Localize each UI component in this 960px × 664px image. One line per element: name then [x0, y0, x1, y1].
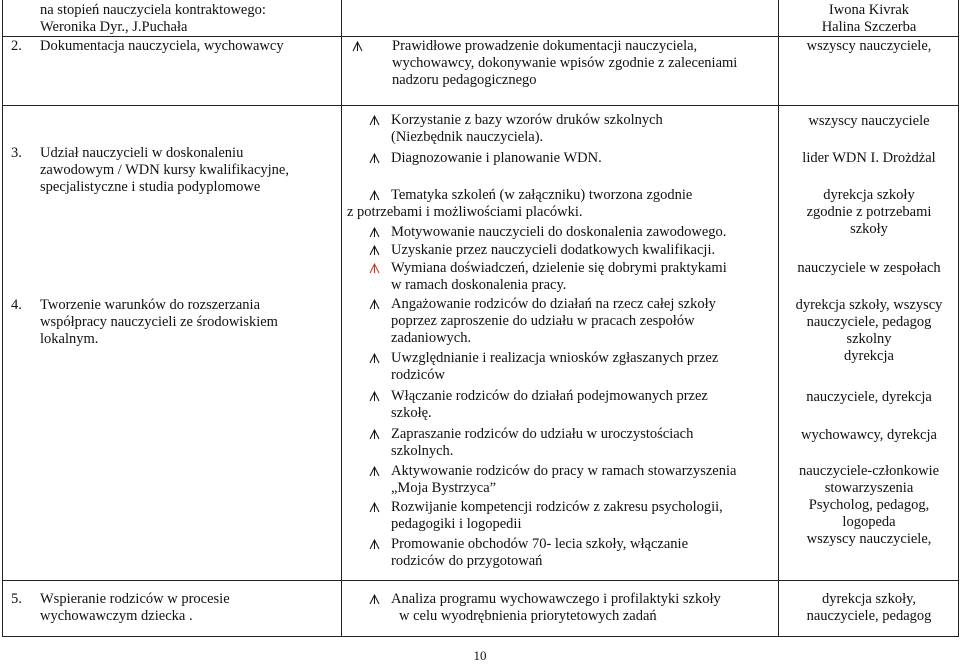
text-line: Angażowanie rodziców do działań na rzecz całej szkoły: [391, 296, 716, 312]
row-responsible: [779, 260, 959, 277]
flag-checkmark-icon: [369, 391, 380, 402]
text-line: szkolny: [846, 331, 892, 347]
flag-checkmark-icon: [369, 299, 380, 310]
task-item: [369, 242, 779, 259]
flag-checkmark-icon: [369, 190, 380, 201]
text-line: stowarzyszenia: [824, 480, 914, 496]
row-number: 2.: [11, 38, 22, 54]
row-responsible: [779, 297, 959, 365]
row-responsible: [779, 591, 959, 625]
text-line: Dokumentacja nauczyciela, wychowawcy: [40, 38, 284, 54]
task-item: [347, 187, 757, 221]
text-line: nauczyciele-członkowie: [798, 463, 940, 479]
text-line: szkołę.: [391, 405, 432, 421]
row-responsible: [779, 113, 959, 130]
text-line: Zapraszanie rodziców do udziału w uroczystościach: [391, 426, 694, 442]
text-line: wszyscy nauczyciele,: [806, 38, 932, 54]
text-line: wszyscy nauczyciele,: [806, 531, 932, 547]
text-line: dyrekcja szkoły,: [821, 591, 917, 607]
task-item: [369, 536, 779, 570]
text-line: Psycholog, pedagog,: [808, 497, 930, 513]
text-line: wychowawcy, dyrekcja: [801, 427, 937, 443]
table-border-left: [2, 0, 3, 637]
text-line: nauczyciele, dyrekcja: [806, 389, 932, 405]
text-line: dyrekcja: [844, 348, 894, 364]
text-line: Analiza programu wychowawczego i profilaktyki szkoły: [391, 591, 721, 607]
task-item: [369, 112, 779, 146]
previous-row-topic: [40, 2, 266, 36]
text-line: Włączanie rodziców do działań podejmowanych przez: [391, 388, 708, 404]
text-line: z potrzebami i możliwościami placówki.: [347, 204, 583, 220]
text-line: Wymiana doświadczeń, dzielenie się dobrymi praktykami: [391, 260, 727, 276]
task-item: [369, 388, 779, 422]
row-responsible: [779, 427, 959, 444]
task-item: [369, 499, 779, 533]
text-line: w celu wyodrębnienia priorytetowych zadań: [399, 608, 657, 624]
text-line: wychowawczym dziecka .: [40, 608, 193, 624]
flag-checkmark-icon: [369, 466, 380, 477]
row-responsible: [779, 463, 959, 548]
row-separator-2: [2, 105, 958, 106]
text-line: dyrekcja szkoły, wszyscy: [795, 297, 943, 313]
task-item: [369, 350, 779, 384]
text-line: szkolnych.: [391, 443, 454, 459]
flag-checkmark-icon: [369, 227, 380, 238]
task-item: [369, 591, 779, 625]
row-responsible: [779, 389, 959, 406]
text-line: pedagogiki i logopedii: [391, 516, 522, 532]
row-separator-5: [2, 580, 958, 581]
task-item: [369, 224, 779, 241]
page-number: 10: [473, 648, 487, 663]
flag-checkmark-icon: [369, 353, 380, 364]
row-topic: [40, 591, 230, 625]
flag-checkmark-icon: [369, 263, 380, 274]
text-line: nadzoru pedagogicznego: [392, 72, 537, 88]
text-line: Diagnozowanie i planowanie WDN.: [391, 150, 602, 166]
text-line: Korzystanie z bazy wzorów druków szkolnych: [391, 112, 663, 128]
text-line: Udział nauczycieli w doskonaleniu: [40, 145, 244, 161]
flag-checkmark-icon: [352, 41, 363, 52]
text-line: Tematyka szkoleń (w załączniku) tworzona zgodnie: [391, 187, 693, 203]
previous-row-responsible: [779, 2, 959, 36]
row-number: 3.: [11, 145, 22, 161]
text-line: zawodowym / WDN kursy kwalifikacyjne,: [40, 162, 289, 178]
text-line: specjalistyczne i studia podyplomowe: [40, 179, 261, 195]
row-responsible: [779, 187, 959, 238]
text-line: Wspieranie rodziców w procesie: [40, 591, 230, 607]
row-topic: [40, 38, 284, 55]
text-line: rodziców: [391, 367, 445, 383]
text-line: „Moja Bystrzyca”: [391, 480, 497, 496]
text-line: dyrekcja szkoły: [823, 187, 915, 203]
text-line: Uzyskanie przez nauczycieli dodatkowych kwalifikacji.: [391, 242, 716, 258]
row-number: 4.: [11, 297, 22, 313]
flag-checkmark-icon: [369, 429, 380, 440]
task-item: [369, 150, 779, 167]
text-line: Prawidłowe prowadzenie dokumentacji nauczyciela,: [392, 38, 698, 54]
flag-checkmark-icon: [369, 245, 380, 256]
row-topic: [40, 297, 278, 348]
row-responsible: [779, 38, 959, 55]
text-line: nauczyciele, pedagog: [806, 608, 932, 624]
table-divider-1: [341, 0, 342, 637]
text-line: współpracy nauczycieli ze środowiskiem: [40, 314, 278, 330]
row-responsible: [779, 150, 959, 167]
task-item: [352, 38, 762, 89]
text-line: wszyscy nauczyciele: [808, 113, 930, 129]
text-line: na stopień nauczyciela kontraktowego:: [40, 2, 266, 18]
text-line: logopeda: [842, 514, 896, 530]
flag-checkmark-icon: [369, 153, 380, 164]
text-line: poprzez zaproszenie do udziału w pracach zespołów: [391, 313, 695, 329]
text-line: nauczyciele w zespołach: [797, 260, 941, 276]
text-line: szkoły: [850, 221, 888, 237]
text-line: Aktywowanie rodziców do pracy w ramach stowarzyszenia: [391, 463, 737, 479]
flag-checkmark-icon: [369, 115, 380, 126]
text-line: zgodnie z potrzebami: [806, 204, 932, 220]
text-line: Promowanie obchodów 70- lecia szkoły, włączanie: [391, 536, 689, 552]
task-item: [369, 260, 779, 294]
text-line: Uwzględnianie i realizacja wniosków zgłaszanych przez: [391, 350, 719, 366]
text-line: Weronika Dyr., J.Puchała: [40, 19, 188, 35]
text-line: Motywowanie nauczycieli do doskonalenia zawodowego.: [391, 224, 727, 240]
task-item: [369, 426, 779, 460]
text-line: lider WDN I. Drożdżal: [802, 150, 936, 166]
row-topic: [40, 145, 289, 196]
task-item: [369, 463, 779, 497]
text-line: Iwona Kivrak: [828, 2, 910, 18]
text-line: Rozwijanie kompetencji rodziców z zakresu psychologii,: [391, 499, 723, 515]
task-item: [369, 296, 779, 347]
text-line: Halina Szczerba: [821, 19, 917, 35]
text-line: nauczyciele, pedagog: [806, 314, 932, 330]
text-line: Tworzenie warunków do rozszerzania: [40, 297, 261, 313]
row-number: 5.: [11, 591, 22, 607]
text-line: lokalnym.: [40, 331, 99, 347]
text-line: w ramach doskonalenia pracy.: [391, 277, 567, 293]
text-line: (Niezbędnik nauczyciela).: [391, 129, 544, 145]
text-line: wychowawcy, dokonywanie wpisów zgodnie z zaleceniami: [392, 55, 738, 71]
table-border-bottom: [2, 636, 958, 637]
flag-checkmark-icon: [369, 539, 380, 550]
flag-checkmark-icon: [369, 502, 380, 513]
text-line: rodziców do przygotowań: [391, 553, 543, 569]
text-line: zadaniowych.: [391, 330, 472, 346]
flag-checkmark-icon: [369, 594, 380, 605]
row-separator-top: [2, 36, 958, 37]
